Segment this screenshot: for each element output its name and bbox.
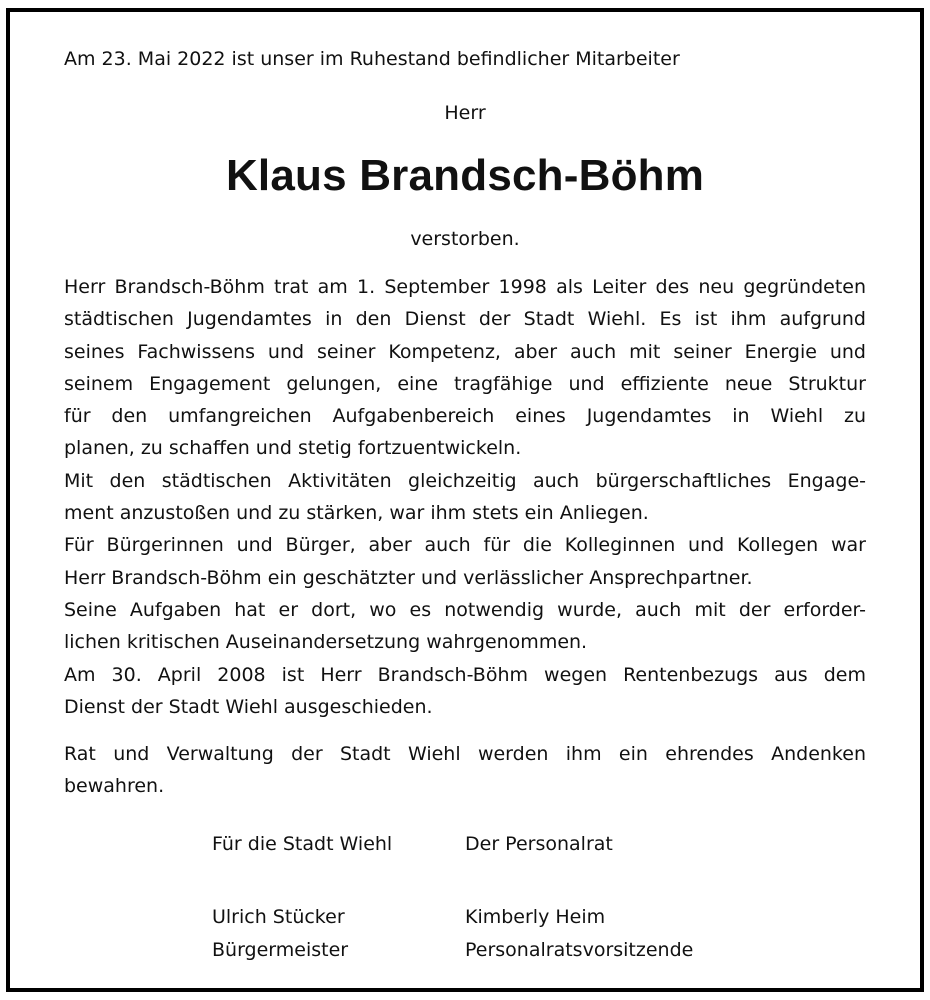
signature-right-title: Personalratsvorsitzende — [465, 939, 694, 961]
signature-left-org: Für die Stadt Wiehl — [212, 833, 393, 855]
signature-left-block — [212, 901, 348, 967]
closing-paragraph — [64, 739, 866, 802]
signature-left-title: Bürgermeister — [212, 939, 349, 961]
body-line: für den umfangreichen Aufgabenbereich eines Jugendamtes in Wiehl zu — [64, 405, 866, 428]
body-line: Am 30. April 2008 ist Herr Brandsch-Böhm wegen Rentenbezugs aus dem — [64, 663, 866, 686]
closing-line: bewahren. — [64, 774, 165, 797]
signature-left-name: Ulrich Stücker — [212, 906, 345, 928]
closing-line: Rat und Verwaltung der Stadt Wiehl werden ihm ein ehrendes Andenken — [64, 743, 866, 765]
salutation: Herr — [444, 102, 486, 124]
body-line: planen, zu schaffen und stetig fortzuentwickeln. — [64, 437, 522, 460]
body-line: Dienst der Stadt Wiehl ausgeschieden. — [64, 695, 433, 718]
body-line: seinem Engagement gelungen, eine tragfähige und effiziente neue Struktur — [64, 372, 866, 395]
body-line: Herr Brandsch-Böhm ein geschätzter und verlässlicher Ansprechpartner. — [64, 566, 753, 589]
body-line: Seine Aufgaben hat er dort, wo es notwendig wurde, auch mit der erforder- — [64, 598, 866, 621]
body-line: Herr Brandsch-Böhm trat am 1. September 1998 als Leiter des neu gegründeten — [64, 276, 866, 298]
body-line: lichen kritischen Auseinandersetzung wahrgenommen. — [64, 631, 588, 654]
body-line: Für Bürgerinnen und Bürger, aber auch für die Kolleginnen und Kollegen war — [64, 534, 866, 557]
signature-right-org: Der Personalrat — [465, 833, 613, 855]
deceased-name: Klaus Brandsch-Böhm — [225, 151, 705, 200]
body-line: seines Fachwissens und seiner Kompetenz, aber auch mit seiner Energie und — [64, 340, 866, 363]
intro-text: Am 23. Mai 2022 ist unser im Ruhestand befindlicher Mitarbeiter — [64, 48, 680, 70]
signature-right-name: Kimberly Heim — [465, 906, 606, 928]
body-paragraph — [64, 271, 866, 723]
body-line: ment anzustoßen und zu stärken, war ihm stets ein Anliegen. — [64, 502, 649, 525]
body-line: Mit den städtischen Aktivitäten gleichzeitig auch bürgerschaftliches Engage- — [64, 469, 866, 492]
body-line: städtischen Jugendamtes in den Dienst der Stadt Wiehl. Es ist ihm aufgrund — [64, 308, 866, 331]
signature-right-block — [465, 901, 693, 967]
deceased-text: verstorben. — [410, 228, 520, 250]
